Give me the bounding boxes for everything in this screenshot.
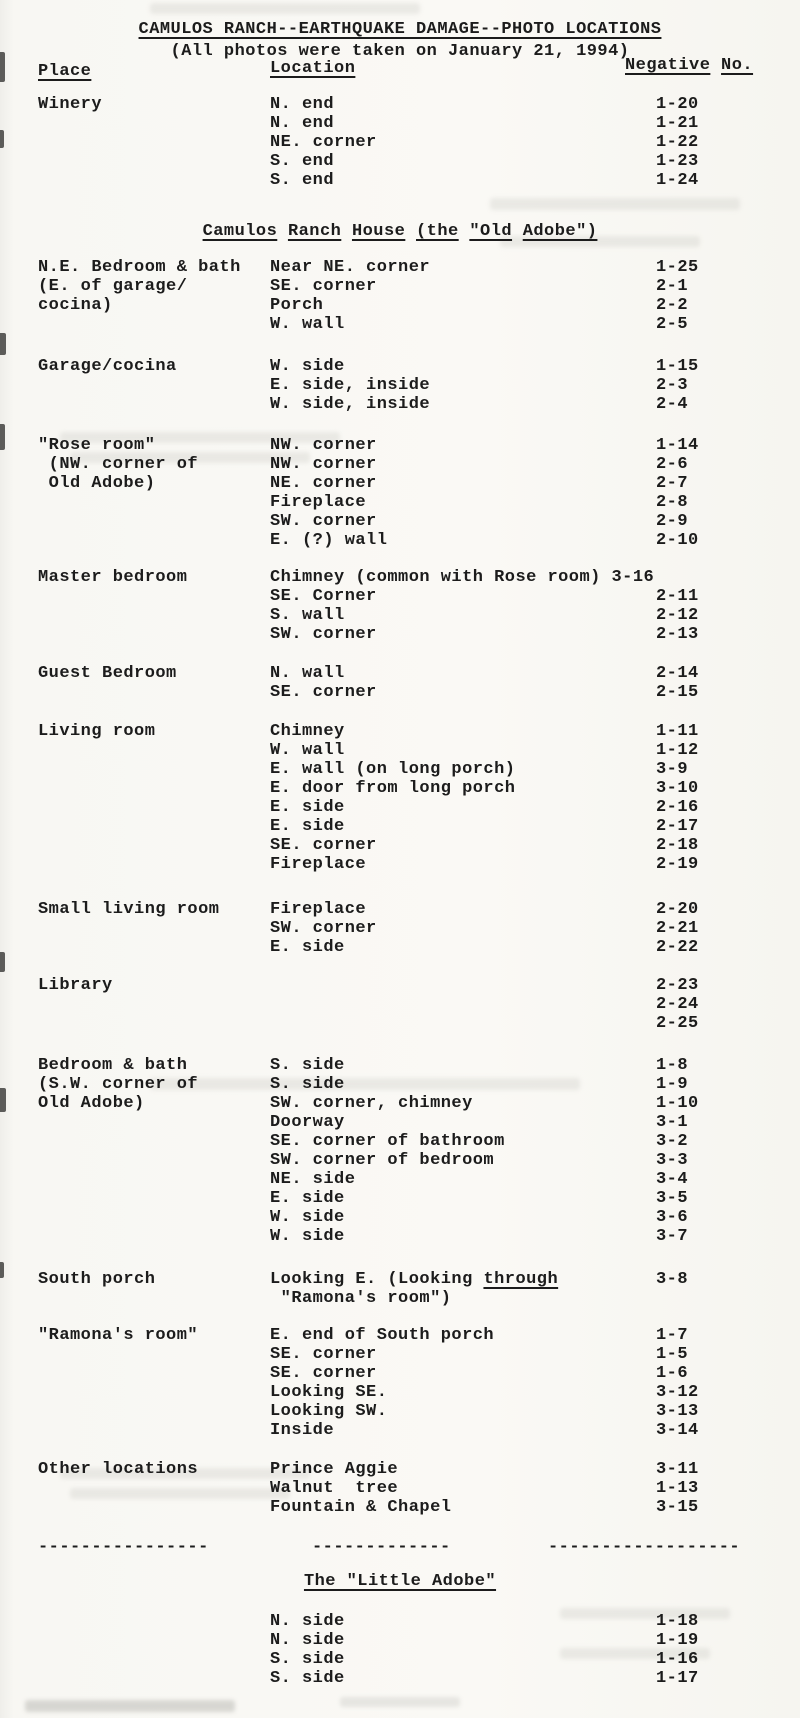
location-cell: S. side — [270, 1650, 345, 1669]
place-label: Master bedroom — [38, 568, 188, 587]
negative-cell: 3-5 — [656, 1189, 689, 1208]
negative-cell: 1-13 — [656, 1479, 699, 1498]
location-cell: NE. corner — [270, 474, 377, 493]
negative-cell: 3-11 — [656, 1460, 699, 1479]
place-label: South porch — [38, 1270, 156, 1289]
location-cell: E. wall (on long porch) — [270, 760, 516, 779]
negative-cell: 3-13 — [656, 1402, 699, 1421]
dash-separator: ---------------- — [38, 1538, 209, 1557]
negative-cell: 1-10 — [656, 1094, 699, 1113]
location-cell: E. side, inside — [270, 376, 431, 395]
place-label: Garage/cocina — [38, 357, 177, 376]
negative-cell: 2-11 — [656, 587, 699, 606]
location-cell: E. side — [270, 817, 345, 836]
negative-cell: 2-24 — [656, 995, 699, 1014]
negative-cell: 3-9 — [656, 760, 689, 779]
bleed-through-artifact — [150, 3, 420, 14]
location-cell: S. side — [270, 1056, 345, 1075]
place-label: "Rose room" — [38, 436, 156, 455]
location-cell: SE. corner — [270, 277, 377, 296]
negative-cell: 3-10 — [656, 779, 699, 798]
location-cell: Fountain & Chapel — [270, 1498, 452, 1517]
location-cell: E. side — [270, 798, 345, 817]
bleed-through-artifact — [490, 198, 740, 210]
location-cell: Chimney — [270, 722, 345, 741]
location-cell: Prince Aggie — [270, 1460, 399, 1479]
location-cell: N. end — [270, 114, 335, 133]
location-cell: W. side — [270, 1208, 345, 1227]
location-cell: SW. corner, chimney — [270, 1094, 473, 1113]
place-label: (E. of garage/ — [38, 277, 188, 296]
negative-cell: 2-12 — [656, 606, 699, 625]
negative-cell: 3-16 — [600, 568, 655, 587]
location-cell: NE. side — [270, 1170, 356, 1189]
location-cell: SW. corner of bedroom — [270, 1151, 495, 1170]
location-cell: Near NE. corner — [270, 258, 431, 277]
bleed-through-artifact — [150, 1078, 580, 1090]
place-label: Old Adobe) — [38, 474, 156, 493]
negative-cell: 2-21 — [656, 919, 699, 938]
place-label: N.E. Bedroom & bath — [38, 258, 241, 277]
location-cell: W. side, inside — [270, 395, 431, 414]
negative-cell: 3-15 — [656, 1498, 699, 1517]
negative-cell: 2-14 — [656, 664, 699, 683]
negative-cell: 2-17 — [656, 817, 699, 836]
location-cell: Walnut tree — [270, 1479, 399, 1498]
place-label: Living room — [38, 722, 156, 741]
negative-cell: 3-7 — [656, 1227, 689, 1246]
location-cell: N. end — [270, 95, 335, 114]
location-cell: SE. corner — [270, 683, 377, 702]
section-heading: Camulos Ranch House (the "Old Adobe") — [202, 222, 598, 241]
negative-cell: 3-8 — [656, 1270, 689, 1289]
place-label: (S.W. corner of — [38, 1075, 199, 1094]
location-cell: SE. corner — [270, 1364, 377, 1383]
negative-cell: 1-11 — [656, 722, 699, 741]
location-cell: Doorway — [270, 1113, 345, 1132]
location-cell: S. side — [270, 1669, 345, 1688]
bleed-through-artifact — [70, 1488, 290, 1499]
location-cell: E. end of South porch — [270, 1326, 495, 1345]
negative-cell: 1-18 — [656, 1612, 699, 1631]
negative-cell: 3-14 — [656, 1421, 699, 1440]
negative-cell: 2-19 — [656, 855, 699, 874]
negative-cell: 1-19 — [656, 1631, 699, 1650]
scan-artifact — [0, 130, 4, 148]
negative-cell: 2-18 — [656, 836, 699, 855]
negative-cell: 1-5 — [656, 1345, 689, 1364]
negative-cell: 1-9 — [656, 1075, 689, 1094]
page-title: CAMULOS RANCH--EARTHQUAKE DAMAGE--PHOTO LOCATIONS — [138, 20, 662, 39]
location-cell: NE. corner — [270, 133, 377, 152]
column-header-place: Place — [38, 62, 92, 81]
dash-separator: ------------- — [312, 1538, 451, 1557]
scan-artifact — [0, 1262, 4, 1278]
location-cell: N. side — [270, 1631, 345, 1650]
scan-artifact — [25, 1700, 235, 1712]
location-cell: W. wall — [270, 315, 345, 334]
location-cell: W. side — [270, 357, 345, 376]
negative-cell: 1-6 — [656, 1364, 689, 1383]
location-cell: Chimney (common with Rose room) 3-16 — [270, 568, 655, 587]
negative-cell: 3-2 — [656, 1132, 689, 1151]
location-cell: N. wall — [270, 664, 345, 683]
negative-cell: 1-14 — [656, 436, 699, 455]
negative-cell: 2-25 — [656, 1014, 699, 1033]
location-cell: Porch — [270, 296, 324, 315]
negative-cell: 2-7 — [656, 474, 689, 493]
scan-artifact — [0, 952, 5, 972]
location-cell: SW. corner — [270, 512, 377, 531]
negative-cell: 3-3 — [656, 1151, 689, 1170]
negative-cell: 3-12 — [656, 1383, 699, 1402]
location-cell: E. door from long porch — [270, 779, 516, 798]
scan-artifact — [0, 1088, 6, 1112]
negative-cell: 1-21 — [656, 114, 699, 133]
location-cell: "Ramona's room") — [270, 1289, 452, 1308]
scan-artifact — [0, 333, 6, 355]
negative-cell: 1-22 — [656, 133, 699, 152]
location-cell: Inside — [270, 1421, 335, 1440]
negative-cell: 2-8 — [656, 493, 689, 512]
location-cell: S. end — [270, 171, 335, 190]
place-label: Other locations — [38, 1460, 199, 1479]
location-cell: NW. corner — [270, 436, 377, 455]
scan-artifact — [0, 424, 5, 450]
location-cell: SW. corner — [270, 625, 377, 644]
negative-cell: 1-20 — [656, 95, 699, 114]
location-cell: Fireplace — [270, 855, 367, 874]
section-heading: The "Little Adobe" — [303, 1572, 497, 1591]
place-label: Winery — [38, 95, 103, 114]
negative-cell: 2-20 — [656, 900, 699, 919]
location-cell: E. (?) wall — [270, 531, 388, 550]
place-label: "Ramona's room" — [38, 1326, 199, 1345]
place-label: Bedroom & bath — [38, 1056, 188, 1075]
location-cell: SE. corner of bathroom — [270, 1132, 505, 1151]
negative-cell: 1-23 — [656, 152, 699, 171]
negative-cell: 2-16 — [656, 798, 699, 817]
negative-cell: 2-6 — [656, 455, 689, 474]
negative-cell: 2-9 — [656, 512, 689, 531]
location-cell: SE. corner — [270, 836, 377, 855]
column-header-negative-no: Negative No. — [625, 56, 754, 75]
negative-cell: 2-22 — [656, 938, 699, 957]
negative-cell: 1-16 — [656, 1650, 699, 1669]
location-cell: S. wall — [270, 606, 345, 625]
location-cell: Fireplace — [270, 493, 367, 512]
negative-cell: 2-10 — [656, 531, 699, 550]
place-label: Old Adobe) — [38, 1094, 145, 1113]
negative-cell: 3-6 — [656, 1208, 689, 1227]
negative-cell: 3-1 — [656, 1113, 689, 1132]
location-cell: SE. Corner — [270, 587, 377, 606]
location-cell: E. side — [270, 1189, 345, 1208]
place-label: (NW. corner of — [38, 455, 199, 474]
negative-cell: 2-3 — [656, 376, 689, 395]
location-cell: Looking E. (Looking through — [270, 1270, 559, 1289]
column-header-location: Location — [270, 59, 356, 78]
location-cell: SW. corner — [270, 919, 377, 938]
negative-cell: 2-13 — [656, 625, 699, 644]
negative-cell: 1-25 — [656, 258, 699, 277]
place-label: Library — [38, 976, 113, 995]
negative-cell: 1-12 — [656, 741, 699, 760]
location-cell: S. end — [270, 152, 335, 171]
page-subtitle: (All photos were taken on January 21, 1994) — [170, 42, 630, 61]
negative-cell: 2-4 — [656, 395, 689, 414]
negative-cell: 3-4 — [656, 1170, 689, 1189]
place-label: Small living room — [38, 900, 220, 919]
negative-cell: 2-2 — [656, 296, 689, 315]
location-cell: W. side — [270, 1227, 345, 1246]
negative-cell: 1-15 — [656, 357, 699, 376]
negative-cell: 1-7 — [656, 1326, 689, 1345]
negative-cell: 1-17 — [656, 1669, 699, 1688]
location-cell: Looking SE. — [270, 1383, 388, 1402]
location-cell: NW. corner — [270, 455, 377, 474]
negative-cell: 1-24 — [656, 171, 699, 190]
location-cell: E. side — [270, 938, 345, 957]
location-cell: Looking SW. — [270, 1402, 388, 1421]
scan-artifact — [340, 1697, 460, 1707]
location-cell: N. side — [270, 1612, 345, 1631]
negative-cell: 2-5 — [656, 315, 689, 334]
negative-cell: 2-15 — [656, 683, 699, 702]
location-cell: Fireplace — [270, 900, 367, 919]
bleed-through-artifact — [560, 1608, 730, 1619]
negative-cell: 2-23 — [656, 976, 699, 995]
place-label: Guest Bedroom — [38, 664, 177, 683]
location-cell: W. wall — [270, 741, 345, 760]
negative-cell: 1-8 — [656, 1056, 689, 1075]
place-label: cocina) — [38, 296, 113, 315]
dash-separator: ------------------ — [548, 1538, 741, 1557]
location-cell: S. side — [270, 1075, 345, 1094]
negative-cell: 2-1 — [656, 277, 689, 296]
location-cell: SE. corner — [270, 1345, 377, 1364]
